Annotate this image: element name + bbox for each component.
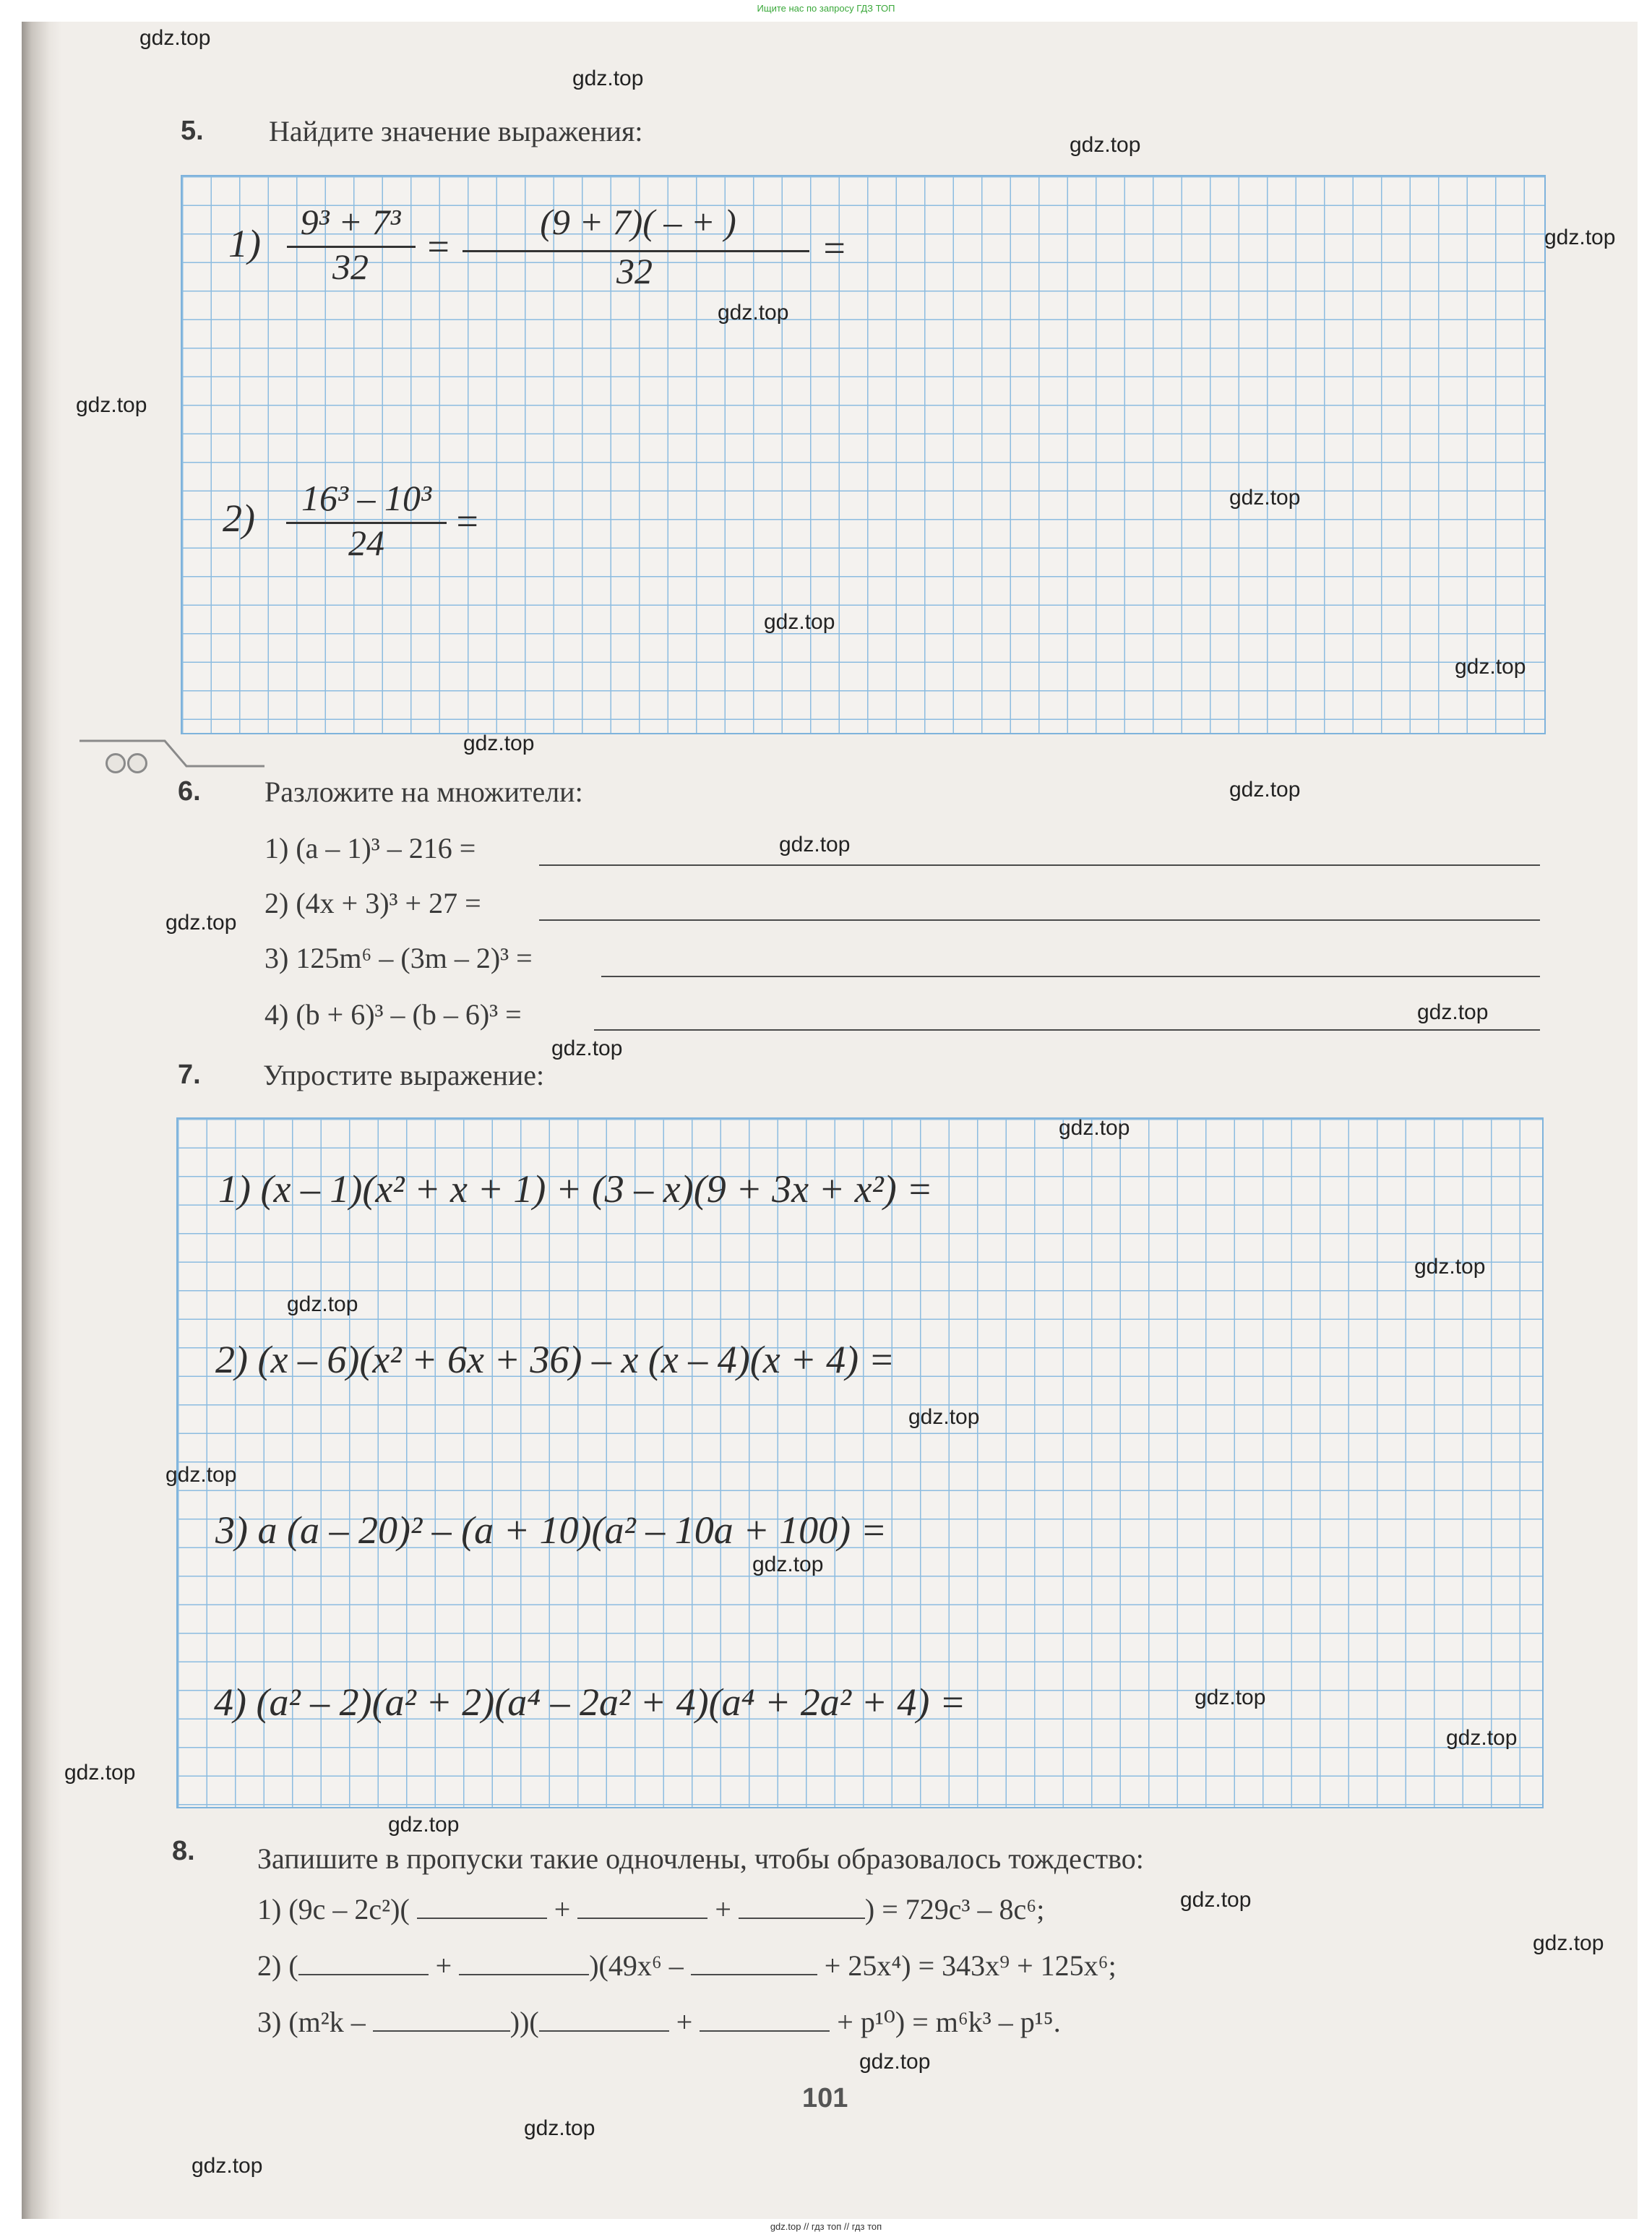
task5-item2-label: 2) [223, 497, 255, 540]
task8-line2-part: + 25x⁴) = 343x⁹ + 125x⁶; [824, 1949, 1117, 1982]
watermark: gdz.top [1417, 1000, 1489, 1024]
task7-number: 7. [178, 1060, 201, 1090]
task5-item1-eq-end: = [821, 226, 848, 270]
task5-item2-eq: = [454, 499, 481, 543]
watermark: gdz.top [1455, 655, 1526, 679]
watermark: gdz.top [764, 610, 835, 634]
task6-number: 6. [178, 776, 201, 807]
watermark: gdz.top [463, 731, 535, 755]
task7-item3: 3) a (a – 20)² – (a + 10)(a² – 10a + 100) = [215, 1508, 887, 1552]
task6-item4 [264, 997, 522, 1031]
task8-title: Запишите в пропуски такие одночлены, чтобы образовалось тождество: [257, 1842, 1144, 1875]
watermark: gdz.top [1544, 226, 1616, 249]
watermark: gdz.top [139, 26, 211, 50]
task8-line3-part: 3) (m²k – [257, 2006, 366, 2038]
blank-field[interactable] [691, 1949, 817, 1975]
task6-item1 [264, 831, 476, 865]
task6-item3 [264, 941, 533, 975]
answer-line[interactable] [601, 976, 1540, 977]
task6-item4-text: 4) (b + 6)³ – (b – 6)³ = [264, 998, 522, 1031]
task5-item1-numerator: 9³ + 7³ [300, 202, 401, 242]
task6-item1-text: 1) (a – 1)³ – 216 = [264, 832, 476, 864]
watermark: gdz.top [752, 1553, 824, 1576]
task6-title: Разложите на множители: [264, 776, 583, 808]
task5-item1-label: 1) [228, 222, 261, 265]
watermark: gdz.top [192, 2154, 263, 2178]
watermark: gdz.top [287, 1292, 358, 1316]
task8-line1 [257, 1892, 1044, 1926]
task6-item3-text: 3) 125m⁶ – (3m – 2)³ = [264, 942, 533, 974]
task7-item2: 2) (x – 6)(x² + 6x + 36) – x (x – 4)(x + 4) = [215, 1338, 895, 1381]
task7-title: Упростите выражение: [263, 1059, 545, 1091]
watermark: gdz.top [551, 1036, 623, 1060]
task5-number: 5. [181, 116, 204, 146]
task8-line2-part: 2) ( [257, 1949, 298, 1982]
task5-item2-denominator: 24 [348, 523, 384, 563]
watermark: gdz.top [524, 2116, 595, 2140]
task8-line3-part: + p¹⁰) = m⁶k³ – p¹⁵. [837, 2006, 1061, 2038]
watermark: gdz.top [1059, 1116, 1130, 1140]
task8-line1-part: 1) (9c – 2c²)( [257, 1893, 410, 1925]
blank-field[interactable] [417, 1893, 547, 1919]
task5-item1-eq: = [425, 225, 452, 268]
blank-field[interactable] [373, 2006, 510, 2032]
answer-line[interactable] [594, 1029, 1540, 1031]
watermark: gdz.top [779, 833, 851, 856]
task8-line1-part: + [554, 1893, 571, 1925]
watermark: gdz.top [718, 301, 789, 325]
task8-line1-part: ) = 729c³ – 8c⁶; [864, 1893, 1045, 1925]
task6-item2-text: 2) (4x + 3)³ + 27 = [264, 887, 481, 919]
watermark: gdz.top [1446, 1726, 1518, 1750]
blank-field[interactable] [298, 1949, 429, 1975]
task6-item2 [264, 886, 481, 920]
task7-item1: 1) (x – 1)(x² + x + 1) + (3 – x)(9 + 3x + x²) = [218, 1167, 933, 1211]
watermark: gdz.top [1414, 1255, 1486, 1279]
blank-field[interactable] [739, 1893, 865, 1919]
watermark: gdz.top [76, 393, 147, 417]
blank-field[interactable] [459, 1949, 589, 1975]
task8-line3 [257, 2005, 1061, 2039]
watermark: gdz.top [1070, 133, 1141, 157]
page-number: 101 [802, 2083, 848, 2113]
watermark: gdz.top [908, 1405, 980, 1429]
task8-line3-part: + [676, 2006, 693, 2038]
task8-line2-part: + [435, 1949, 452, 1982]
watermark: gdz.top [859, 2050, 931, 2074]
watermark: gdz.top [165, 911, 237, 935]
task7-item4: 4) (a² – 2)(a² + 2)(a⁴ – 2a² + 4)(a⁴ + 2a² + 4) = [214, 1680, 966, 1724]
task8-number: 8. [172, 1836, 195, 1866]
decorative-dot-icon [127, 753, 147, 773]
task8-line2 [257, 1949, 1117, 1983]
task5-item2-numerator: 16³ – 10³ [301, 478, 431, 518]
watermark: gdz.top [1229, 778, 1301, 802]
watermark: gdz.top [64, 1761, 136, 1785]
task5-item1-denominator: 32 [332, 246, 369, 287]
answer-line[interactable] [539, 919, 1540, 921]
task8-line3-part: ))( [509, 2006, 539, 2038]
book-spine-shadow [22, 22, 61, 2219]
blank-field[interactable] [700, 2006, 830, 2032]
top-banner[interactable]: Ищите нас по запросу ГДЗ ТОП [757, 3, 895, 14]
blank-field[interactable] [577, 1893, 707, 1919]
watermark: gdz.top [165, 1463, 237, 1487]
task5-item1-rhs-numerator: (9 + 7)( – + ) [540, 202, 736, 242]
watermark: gdz.top [572, 66, 644, 90]
task5-title: Найдите значение выражения: [269, 115, 643, 147]
watermark: gdz.top [1180, 1888, 1252, 1912]
answer-line[interactable] [539, 864, 1540, 866]
watermark: gdz.top [1533, 1931, 1604, 1955]
watermark: gdz.top [1229, 486, 1301, 510]
watermark: gdz.top [1195, 1686, 1266, 1709]
task8-line1-part: + [715, 1893, 731, 1925]
watermark: gdz.top [388, 1813, 460, 1837]
task5-item1-rhs-denominator: 32 [616, 251, 653, 291]
decorative-dot-icon [106, 753, 126, 773]
footer-links[interactable]: gdz.top // гдз топ // гдз топ [770, 2221, 882, 2232]
task8-line2-part: )(49x⁶ – [589, 1949, 684, 1982]
blank-field[interactable] [539, 2006, 669, 2032]
